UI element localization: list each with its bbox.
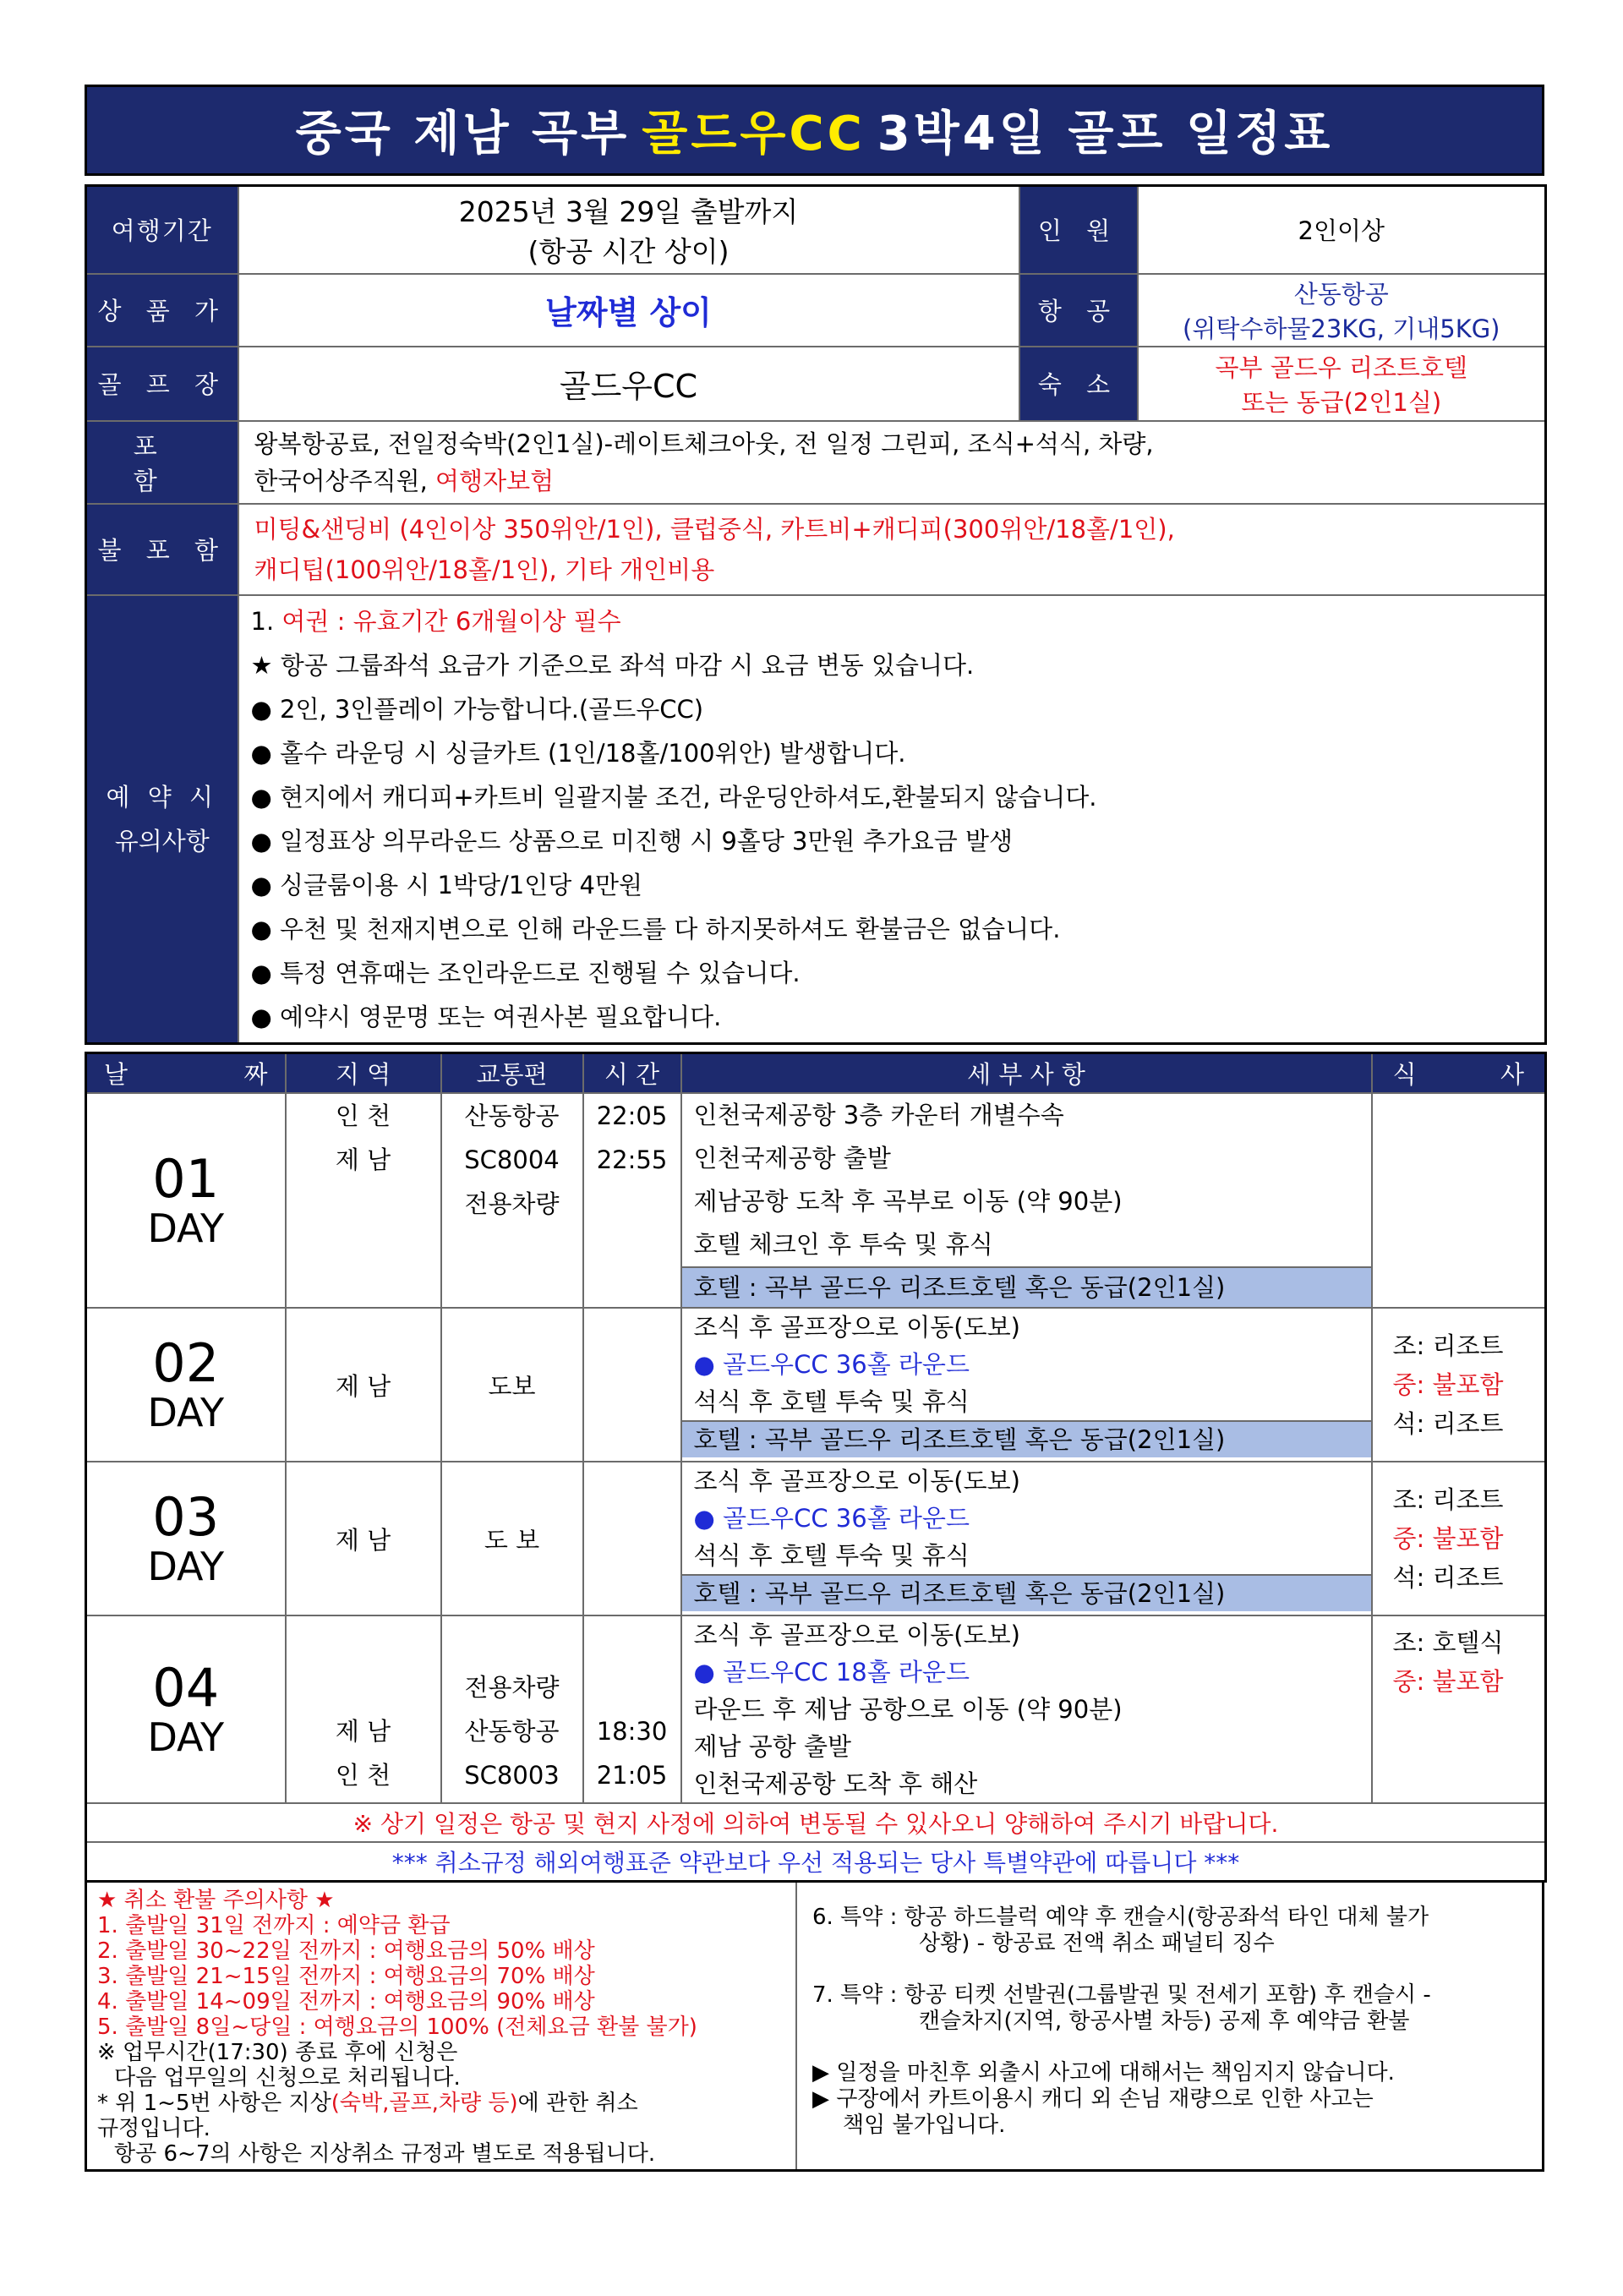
day-label bbox=[86, 1308, 286, 1462]
special-term-6-cont: 상황) - 항공료 전액 취소 패널티 징수 bbox=[919, 1930, 1275, 1956]
refund-rule: 1. 출발일 31일 전까지 : 예약금 환급 bbox=[97, 1912, 451, 1938]
day-number: 02 bbox=[152, 1332, 220, 1394]
title-highlight: 골드우CC bbox=[642, 107, 866, 161]
notes-label-line2: 유의사항 bbox=[114, 826, 210, 856]
exclude-value bbox=[238, 504, 1546, 595]
golf-value: 골드우CC bbox=[238, 347, 1019, 421]
ground-cancel-note-2: 규정입니다. bbox=[97, 2115, 210, 2141]
include-label: 포 함 bbox=[86, 421, 238, 504]
schedule-change-notice: ※ 상기 일정은 항공 및 현지 사정에 의하여 변동될 수 있사오니 양해하여 주시기 바랍니다. bbox=[86, 1803, 1546, 1842]
detail-line: 조식 후 골프장으로 이동(도보) bbox=[693, 1313, 1020, 1342]
airline-line2: (위탁수하물23KG, 기내5KG) bbox=[1183, 314, 1500, 343]
hotel-line: 호텔 : 곡부 골드우 리조트호텔 혹은 동급(2인1실) bbox=[682, 1266, 1371, 1307]
hotel-line1: 곡부 골드우 리조트호텔 bbox=[1215, 353, 1468, 382]
golf-label: 골 프 장 bbox=[86, 347, 238, 421]
price-value: 날짜별 상이 bbox=[238, 274, 1019, 347]
day-row bbox=[86, 1462, 1546, 1615]
business-hours-note-2: 다음 업무일의 신청으로 처리됩니다. bbox=[114, 2064, 461, 2091]
notes-label-line1: 예 약 시 bbox=[106, 782, 218, 812]
airline-value bbox=[1138, 274, 1546, 347]
round-line bbox=[682, 1654, 1371, 1691]
round-text: 골드우CC 36홀 라운드 bbox=[723, 1504, 970, 1533]
transport: 도 보 bbox=[441, 1462, 583, 1615]
title-prefix: 중국 제남 곡부 bbox=[295, 107, 631, 161]
special-term-7: 7. 특약 : 항공 티켓 선발권(그룹발권 및 전세기 포함) 후 캔슬시 - bbox=[812, 1982, 1431, 2008]
col-meal-2: 사 bbox=[1500, 1059, 1524, 1089]
price-label: 상 품 가 bbox=[86, 274, 238, 347]
day-times bbox=[583, 1615, 681, 1803]
time bbox=[583, 1308, 681, 1462]
airline-label: 항 공 bbox=[1019, 274, 1138, 347]
meal-dinner: 석: 리조트 bbox=[1392, 1563, 1504, 1592]
detail-line: 제남 공항 출발 bbox=[693, 1732, 852, 1761]
col-date-2: 짜 bbox=[243, 1059, 268, 1089]
day-label bbox=[86, 1615, 286, 1803]
note-item: ● 예약시 영문명 또는 여권사본 필요합니다. bbox=[250, 1002, 722, 1031]
day-row bbox=[86, 1093, 1546, 1308]
day-meals bbox=[1372, 1462, 1546, 1615]
transport: 산동항공 bbox=[464, 1102, 560, 1130]
time: 21:05 bbox=[596, 1761, 668, 1790]
round-bullet: ● bbox=[693, 1504, 715, 1533]
meal-lunch: 중: 불포함 bbox=[1392, 1370, 1504, 1399]
meal-breakfast: 조: 리조트 bbox=[1392, 1485, 1504, 1514]
time bbox=[583, 1462, 681, 1615]
detail-line: 석식 후 호텔 투숙 및 휴식 bbox=[693, 1541, 970, 1570]
meal-lunch: 중: 불포함 bbox=[1392, 1524, 1504, 1553]
day-row bbox=[86, 1615, 1546, 1803]
note-item: ● 현지에서 캐디피+카트비 일괄지불 조건, 라운딩안하셔도,환불되지 않습니다. bbox=[250, 782, 1097, 812]
col-date-1: 날 bbox=[104, 1059, 128, 1089]
region bbox=[287, 1182, 440, 1226]
day-transport bbox=[441, 1615, 583, 1803]
time bbox=[584, 1665, 680, 1709]
title-suffix: 3박4일 골프 일정표 bbox=[877, 107, 1334, 161]
round-text: 골드우CC 36홀 라운드 bbox=[723, 1350, 970, 1379]
col-meal bbox=[1372, 1052, 1546, 1093]
refund-rule: 2. 출발일 30~22일 전까지 : 여행요금의 50% 배상 bbox=[97, 1938, 595, 1964]
people-value: 2인이상 bbox=[1138, 186, 1546, 274]
transport: SC8004 bbox=[464, 1145, 560, 1174]
exclude-line2: 캐디팁(100위안/18홀/1인), 기타 개인비용 bbox=[254, 555, 715, 584]
itinerary-table bbox=[85, 1052, 1547, 1883]
note-item: ● 특정 연휴때는 조인라운드로 진행될 수 있습니다. bbox=[250, 958, 801, 987]
day-word: DAY bbox=[147, 1390, 225, 1435]
refund-rule: 4. 출발일 14~09일 전까지 : 여행요금의 90% 배상 bbox=[97, 1988, 595, 2014]
meal-lunch: 중: 불포함 bbox=[1392, 1667, 1504, 1696]
day-word: DAY bbox=[147, 1544, 225, 1589]
period-line2: (항공 시간 상이) bbox=[527, 234, 730, 268]
hotel-line: 호텔 : 곡부 골드우 리조트호텔 혹은 동급(2인1실) bbox=[682, 1574, 1371, 1611]
ground-cancel-note-b: (숙박,골프,차량 등) bbox=[331, 2090, 518, 2116]
golf-itinerary-document bbox=[85, 85, 1544, 2172]
note-item: ● 홀수 라운딩 시 싱글카트 (1인/18홀/100위안) 발생합니다. bbox=[250, 738, 906, 768]
hotel-label: 숙 소 bbox=[1019, 347, 1138, 421]
liability-note-2: ▶ 구장에서 카트이용시 캐디 외 손님 재량으로 인한 사고는 bbox=[812, 2086, 1374, 2112]
notes-label bbox=[86, 595, 238, 1044]
day-label bbox=[86, 1093, 286, 1308]
transport: 산동항공 bbox=[464, 1717, 560, 1746]
region: 제 남 bbox=[286, 1308, 441, 1462]
detail-line: 조식 후 골프장으로 이동(도보) bbox=[693, 1467, 1020, 1495]
day-meals bbox=[1372, 1308, 1546, 1462]
day-label bbox=[86, 1462, 286, 1615]
title-banner bbox=[85, 85, 1544, 176]
day-word: DAY bbox=[147, 1205, 225, 1251]
exclude-line1: 미팅&샌딩비 (4인이상 350위안/1인), 클럽중식, 카트비+캐디피(300위안/18홀/1인), bbox=[254, 514, 1175, 544]
business-hours-note: ※ 업무시간(17:30) 종료 후에 신청은 bbox=[97, 2039, 458, 2065]
col-date bbox=[86, 1052, 286, 1093]
transport: 도보 bbox=[441, 1308, 583, 1462]
day-number: 03 bbox=[152, 1486, 220, 1548]
time bbox=[584, 1182, 680, 1226]
detail-line: 호텔 체크인 후 투숙 및 휴식 bbox=[693, 1230, 993, 1259]
day-details bbox=[681, 1462, 1372, 1615]
day-regions bbox=[286, 1615, 441, 1803]
period-line1: 2025년 3월 29일 출발까지 bbox=[458, 194, 799, 228]
col-meal-1: 식 bbox=[1392, 1059, 1417, 1089]
day-row bbox=[86, 1308, 1546, 1462]
info-table bbox=[85, 184, 1547, 1045]
cancellation-refund-list bbox=[87, 1883, 797, 2169]
meal-breakfast: 조: 호텔식 bbox=[1392, 1628, 1504, 1657]
include-insurance: 여행자보험 bbox=[435, 466, 555, 495]
meal-breakfast: 조: 리조트 bbox=[1392, 1331, 1504, 1360]
note-item: ★ 항공 그룹좌석 요금가 기준으로 좌석 마감 시 요금 변동 있습니다. bbox=[250, 650, 975, 680]
special-term-7-cont: 캔슬차지(지역, 항공사별 차등) 공제 후 예약금 환불 bbox=[919, 2008, 1410, 2034]
include-value bbox=[238, 421, 1546, 504]
transport: SC8003 bbox=[464, 1761, 560, 1790]
special-term-6: 6. 특약 : 항공 하드블럭 예약 후 캔슬시(항공좌석 타인 대체 불가 bbox=[812, 1904, 1429, 1930]
time: 18:30 bbox=[596, 1717, 668, 1746]
note-item: ● 우천 및 천재지변으로 인해 라운드를 다 하지못하셔도 환불금은 없습니다. bbox=[250, 914, 1061, 943]
refund-rule: 3. 출발일 21~15일 전까지 : 여행요금의 70% 배상 bbox=[97, 1963, 595, 1989]
people-label: 인 원 bbox=[1019, 186, 1138, 274]
detail-line: 제남공항 도착 후 곡부로 이동 (약 90분) bbox=[693, 1187, 1123, 1216]
round-text: 골드우CC 18홀 라운드 bbox=[723, 1658, 970, 1686]
transport: 전용차량 bbox=[464, 1189, 560, 1218]
round-line bbox=[682, 1346, 1371, 1383]
include-line2 bbox=[254, 462, 1530, 500]
note-item: ● 2인, 3인플레이 가능합니다.(골드우CC) bbox=[250, 694, 704, 724]
notes-list bbox=[238, 595, 1546, 1044]
detail-line: 석식 후 호텔 투숙 및 휴식 bbox=[693, 1387, 970, 1416]
day-details bbox=[681, 1308, 1372, 1462]
time: 22:05 bbox=[596, 1102, 668, 1130]
detail-line: 조식 후 골프장으로 이동(도보) bbox=[693, 1621, 1020, 1649]
region: 인 천 bbox=[335, 1102, 391, 1130]
liability-note-1: ▶ 일정을 마친후 외출시 사고에 대해서는 책임지지 않습니다. bbox=[812, 2059, 1395, 2086]
round-bullet: ● bbox=[693, 1658, 715, 1686]
period-label: 여행기간 bbox=[86, 186, 238, 274]
region: 제 남 bbox=[335, 1145, 391, 1174]
col-region: 지 역 bbox=[286, 1052, 441, 1093]
hotel-value bbox=[1138, 347, 1546, 421]
include-line2-text: 한국어상주직원, bbox=[254, 466, 436, 495]
region: 인 천 bbox=[335, 1761, 391, 1790]
note-item: ● 싱글룸이용 시 1박당/1인당 4만원 bbox=[250, 870, 642, 899]
special-terms bbox=[797, 1883, 1542, 2169]
day-transport bbox=[441, 1093, 583, 1308]
cancellation-section bbox=[85, 1883, 1544, 2172]
region: 제 남 bbox=[286, 1462, 441, 1615]
col-transport: 교통편 bbox=[441, 1052, 583, 1093]
day-regions bbox=[286, 1093, 441, 1308]
note-passport bbox=[251, 599, 1533, 643]
detail-line: 인천국제공항 도착 후 해산 bbox=[693, 1769, 978, 1798]
air-cancel-note: 항공 6~7의 사항은 지상취소 규정과 별도로 적용됩니다. bbox=[114, 2140, 656, 2167]
time: 22:55 bbox=[596, 1145, 668, 1174]
round-bullet: ● bbox=[693, 1350, 715, 1379]
region: 제 남 bbox=[335, 1717, 391, 1746]
day-meals bbox=[1372, 1615, 1546, 1803]
cancellation-policy-notice: *** 취소규정 해외여행표준 약관보다 우선 적용되는 당사 특별약관에 따릅니다 *** bbox=[86, 1842, 1546, 1881]
meal-dinner: 석: 리조트 bbox=[1392, 1409, 1504, 1438]
ground-cancel-note-c: 에 관한 취소 bbox=[517, 2090, 638, 2116]
include-line1: 왕복항공료, 전일정숙박(2인1실)-레이트체크아웃, 전 일정 그린피, 조식+석식, 차량, bbox=[254, 429, 1154, 458]
day-number: 04 bbox=[152, 1657, 220, 1719]
cancellation-heading: ★ 취소 환불 주의사항 ★ bbox=[97, 1887, 335, 1913]
col-details: 세 부 사 항 bbox=[681, 1052, 1372, 1093]
day-number: 01 bbox=[152, 1148, 220, 1210]
refund-rule: 5. 출발일 8일~당일 : 여행요금의 100% (전체요금 환불 불가) bbox=[97, 2014, 697, 2040]
detail-line: 인천국제공항 출발 bbox=[693, 1144, 891, 1173]
note-item: ● 일정표상 의무라운드 상품으로 미진행 시 9홀당 3만원 추가요금 발생 bbox=[250, 826, 1014, 856]
exclude-label: 불 포 함 bbox=[86, 504, 238, 595]
note-passport-prefix: 1. bbox=[250, 606, 282, 636]
ground-cancel-note bbox=[97, 2091, 785, 2116]
day-times bbox=[583, 1093, 681, 1308]
day-meals bbox=[1372, 1093, 1546, 1308]
day-details bbox=[681, 1615, 1372, 1803]
hotel-line: 호텔 : 곡부 골드우 리조트호텔 혹은 동급(2인1실) bbox=[682, 1420, 1371, 1457]
round-line bbox=[682, 1500, 1371, 1537]
hotel-line2: 또는 동급(2인1실) bbox=[1241, 387, 1442, 417]
day-word: DAY bbox=[147, 1714, 225, 1760]
airline-line1: 산동항공 bbox=[1293, 279, 1389, 309]
col-time: 시 간 bbox=[583, 1052, 681, 1093]
transport: 전용차량 bbox=[464, 1673, 560, 1702]
liability-note-2-cont: 책임 불가입니다. bbox=[843, 2112, 1006, 2138]
detail-line: 인천국제공항 3층 카운터 개별수속 bbox=[693, 1101, 1064, 1129]
region bbox=[287, 1665, 440, 1709]
note-passport-text: 여권 : 유효기간 6개월이상 필수 bbox=[281, 606, 621, 636]
day-details bbox=[681, 1093, 1372, 1308]
detail-line: 라운드 후 제남 공항으로 이동 (약 90분) bbox=[693, 1695, 1123, 1724]
period-value bbox=[238, 186, 1019, 274]
ground-cancel-note-a: * 위 1~5번 사항은 지상 bbox=[97, 2090, 331, 2116]
